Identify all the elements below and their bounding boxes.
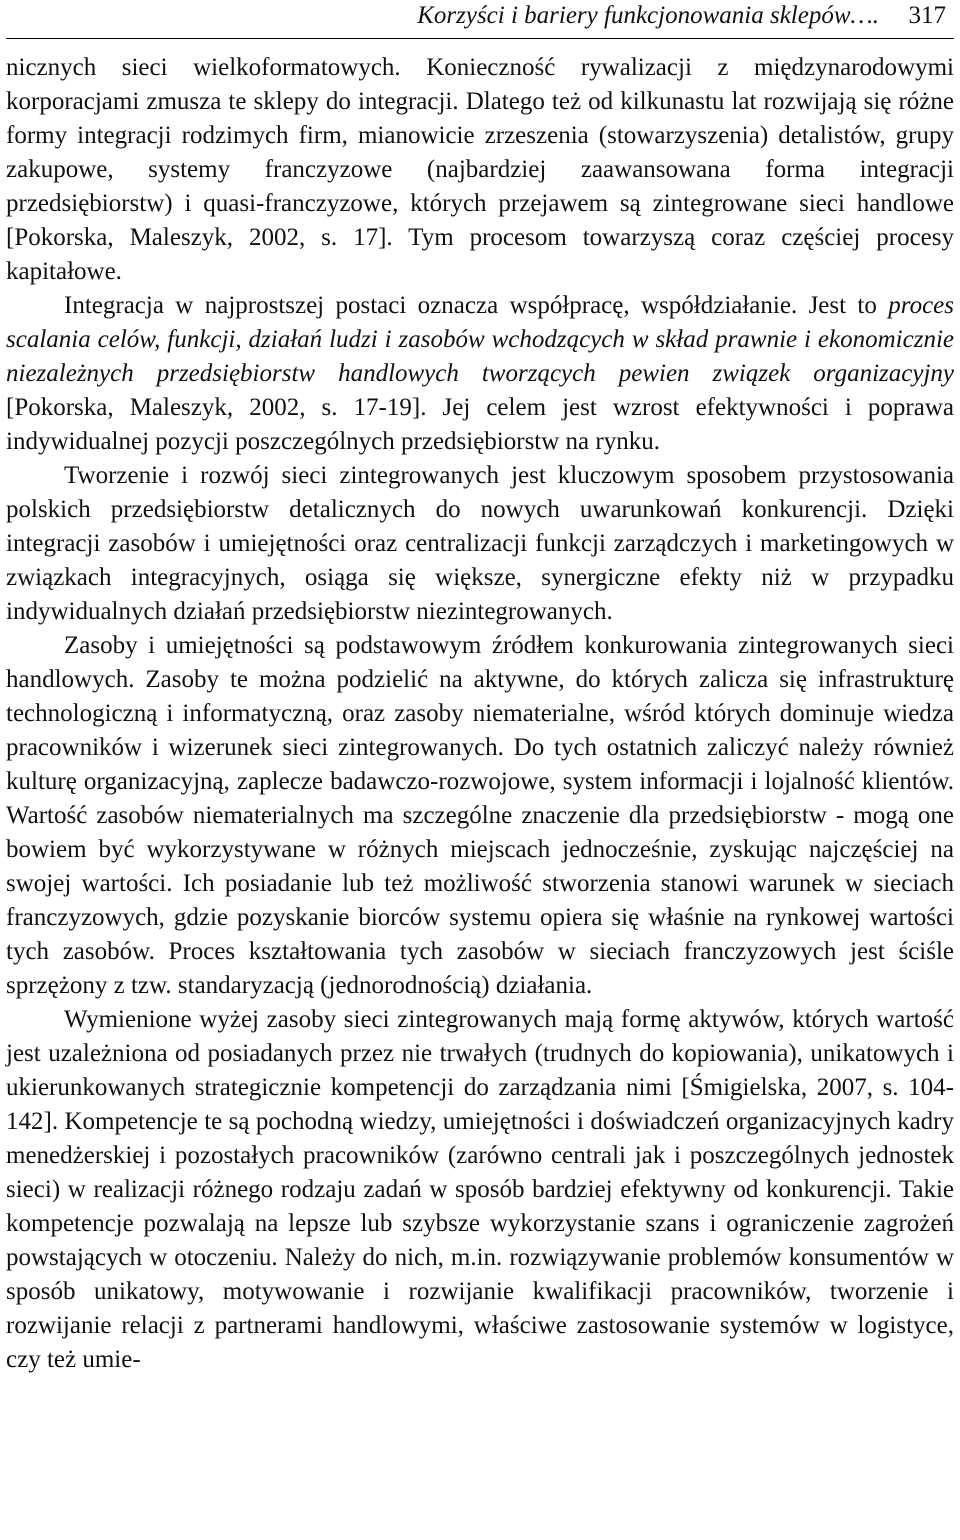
paragraph-1: nicznych sieci wielkoformatowych. Konieczność rywalizacji z międzynarodowymi korporacjami zmusza te sklepy do integracji. Dlatego też od kilkunastu lat rozwijają się różne formy integracji rodzimych firm, mianowicie zrzeszenia (stowarzyszenia) detalistów, grupy zakupowe, systemy franczyzowe (najbardziej zaawansowana forma integracji przedsiębiorstw) i quasi-franczyzowe, których przejawem są zintegrowane sieci handlowe [Pokorska, Maleszyk, 2002, s. 17]. Tym procesom towarzyszą coraz częściej procesy kapitałowe. bbox=[6, 54, 954, 285]
body-text bbox=[6, 51, 954, 1377]
running-header bbox=[6, 0, 954, 39]
paragraph-2-text-start: Integracja w najprostszej postaci oznacza współpracę, współdziałanie. Jest to bbox=[64, 292, 889, 319]
paragraph-4: Zasoby i umiejętności są podstawowym źródłem konkurowania zintegrowanych sieci handlowych. Zasoby te można podzielić na aktywne, do których zalicza się infrastrukturę technologiczną i informatyczną, oraz zasoby niematerialne, wśród których dominuje wiedza pracowników i wizerunek sieci zintegrowanych. Do tych ostatnich zaliczyć należy również kulturę organizacyjną, zaplecze badawczo-rozwojowe, system informacji i lojalność klientów. Wartość zasobów niematerialnych ma szczególne znaczenie dla przedsiębiorstw - mogą one bowiem być wykorzystywane w różnych miejscach jednocześnie, zyskując najczęściej na swojej wartości. Ich posiadanie lub też możliwość stworzenia stanowi warunek w sieciach franczyzowych, gdzie pozyskanie biorców systemu opiera się właśnie na rynkowej wartości tych zasobów. Proces kształtowania tych zasobów w sieciach franczyzowych jest ściśle sprzężony z tzw. standaryzacją (jednorodnością) działania. bbox=[6, 632, 954, 999]
paragraph-5: Wymienione wyżej zasoby sieci zintegrowanych mają formę aktywów, których wartość jest uzależniona od posiadanych przez nie trwałych (trudnych do kopiowania), unikatowych i ukierunkowanych strategicznie kompetencji do zarządzania nimi [Śmigielska, 2007, s. 104-142]. Kompetencje te są pochodną wiedzy, umiejętności i doświadczeń organizacyjnych kadry menedżerskiej i pozostałych pracowników (zarówno centrali jak i poszczególnych jednostek sieci) w realizacji różnego rodzaju zadań w sposób bardziej efektywny od konkurencji. Takie kompetencje pozwalają na lepsze lub szybsze wykorzystanie szans i ograniczenie zagrożeń powstających w otoczeniu. Należy do nich, m.in. rozwiązywanie problemów konsumentów w sposób unikatowy, motywowanie i rozwijanie kwalifikacji pracowników, tworzenie i rozwijanie relacji z partnerami handlowymi, właściwe zastosowanie systemów w logistyce, czy też umie- bbox=[6, 1006, 954, 1373]
paragraph-2-text-end: [Pokorska, Maleszyk, 2002, s. 17-19]. Jej celem jest wzrost efektywności i poprawa indywidualnej pozycji poszczególnych przedsiębiorstw na rynku. bbox=[6, 394, 954, 455]
paragraph-3: Tworzenie i rozwój sieci zintegrowanych jest kluczowym sposobem przystosowania polskich przedsiębiorstw detalicznych do nowych uwarunkowań konkurencji. Dzięki integracji zasobów i umiejętności oraz centralizacji funkcji zarządczych i marketingowych w związkach integracyjnych, osiąga się większe, synergiczne efekty niż w przypadku indywidualnych działań przedsiębiorstw niezintegrowanych. bbox=[6, 462, 954, 625]
page-number: 317 bbox=[908, 2, 946, 29]
running-title: Korzyści i bariery funkcjonowania sklepów…. bbox=[417, 2, 879, 29]
paragraph-2 bbox=[6, 289, 954, 459]
paragraph-2-italic-definition: proces scalania celów, funkcji, działań ludzi i zasobów wchodzących w skład prawnie i ekonomicznie niezależnych przedsiębiorstw handlowych tworzących pewien związek organizacyjny bbox=[6, 292, 954, 387]
